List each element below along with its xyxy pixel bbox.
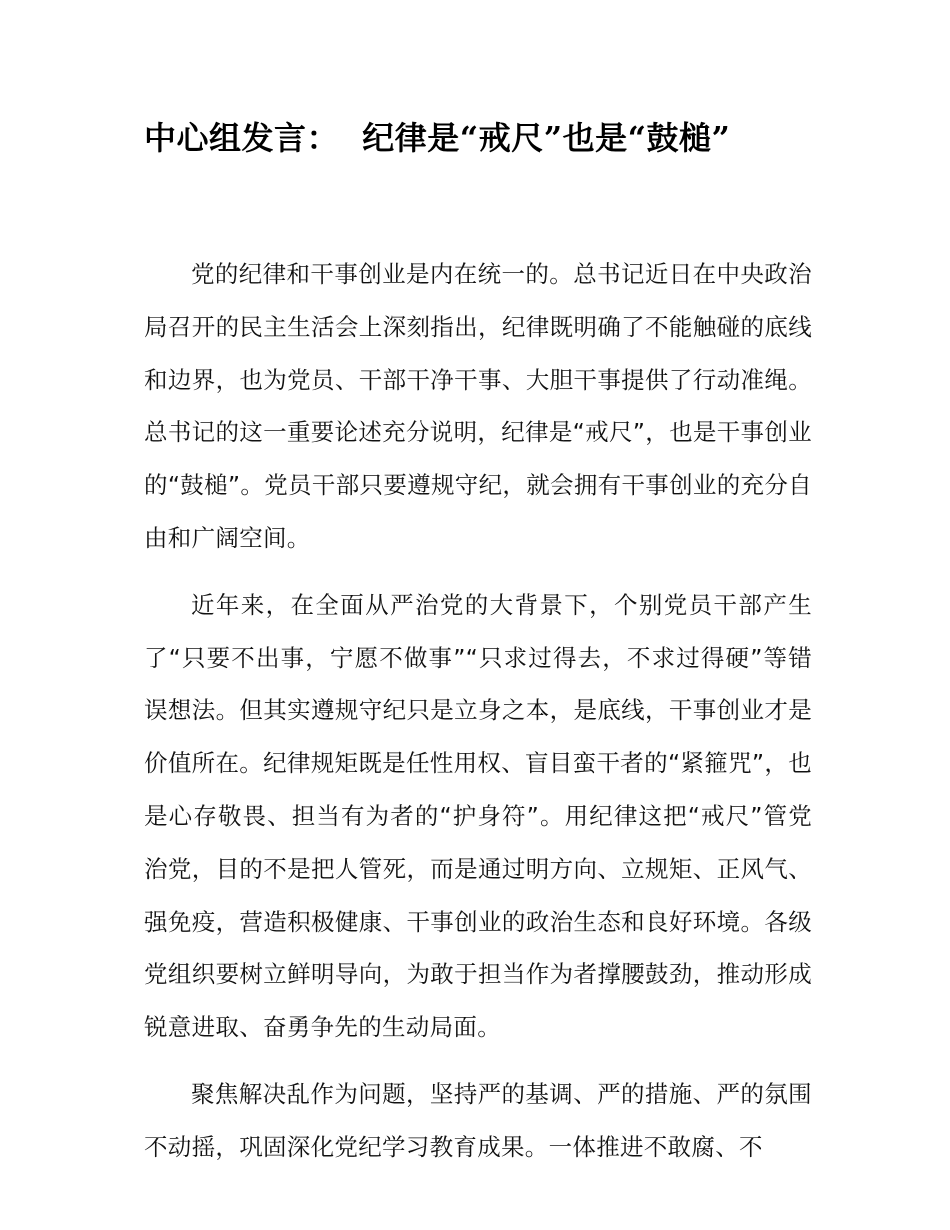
- paragraph-1: 党的纪律和干事创业是内在统一的。总书记近日在中央政治局召开的民主生活会上深刻指出，纪律既明确了不能触碰的底线和边界，也为党员、干部干净干事、大胆干事提供了行动准绳。总书记的这一重要论述充分说明，纪律是“戒尺”，也是干事创业的“鼓槌”。党员干部只要遵规守纪，就会拥有干事创业的充分自由和广阔空间。: [144, 260, 812, 552]
- document-body: [144, 248, 812, 1188]
- paragraph-2: 近年来，在全面从严治党的大背景下，个别党员干部产生了“只要不出事，宁愿不做事”“只求过得去，不求过得硬”等错误想法。但其实遵规守纪只是立身之本，是底线，干事创业才是价值所在。纪律规矩既是任性用权、盲目蛮干者的“紧箍咒”，也是心存敬畏、担当有为者的“护身符”。用纪律这把“戒尺”管党治党，目的不是把人管死，而是通过明方向、立规矩、正风气、强免疫，营造积极健康、干事创业的政治生态和良好环境。各级党组织要树立鲜明导向，为敢于担当作为者撑腰鼓劲，推动形成锐意进取、奋勇争先的生动局面。: [144, 590, 812, 1042]
- paragraph-3: 聚焦解决乱作为问题，坚持严的基调、严的措施、严的氛围不动摇，巩固深化党纪学习教育成果。一体推进不敢腐、不: [144, 1079, 812, 1161]
- page-title: 中心组发言： 纪律是“戒尺”也是“鼓槌”: [144, 119, 731, 157]
